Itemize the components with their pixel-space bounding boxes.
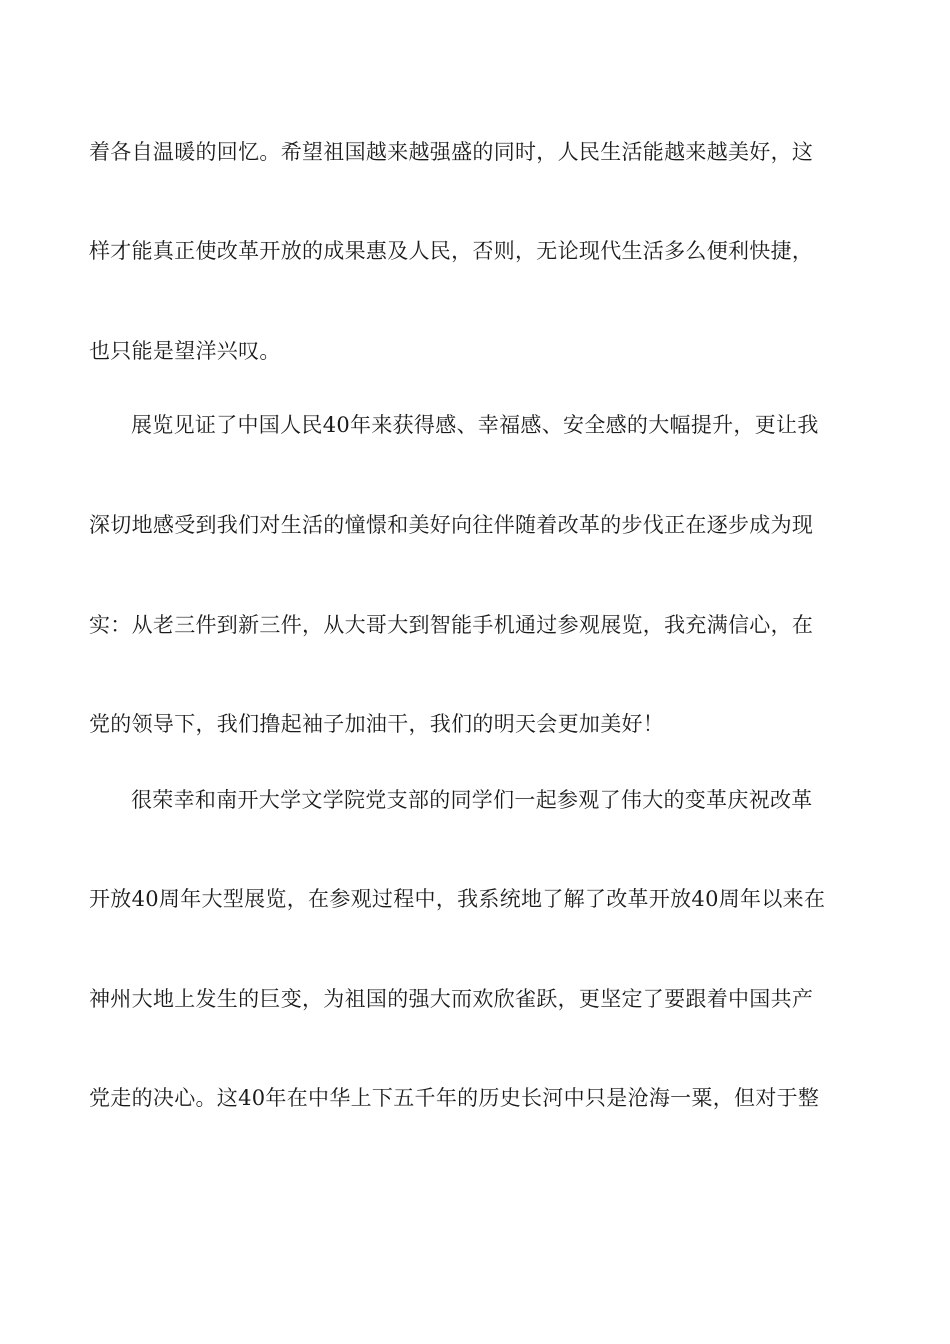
text-line: 开放40周年大型展览，在参观过程中，我系统地了解了改革开放40周年以来在	[89, 887, 826, 911]
text-line: 深切地感受到我们对生活的憧憬和美好向往伴随着改革的步伐正在逐步成为现	[89, 513, 814, 537]
text-line: 也只能是望洋兴叹。	[89, 339, 281, 363]
text-line: 实：从老三件到新三件，从大哥大到智能手机通过参观展览，我充满信心，在	[89, 613, 814, 637]
text-line: 着各自温暖的回忆。希望祖国越来越强盛的同时，人民生活能越来越美好，这	[89, 140, 814, 164]
paragraph-first-line: 展览见证了中国人民40年来获得感、幸福感、安全感的大幅提升，更让我	[131, 413, 819, 437]
text-line: 党走的决心。这40年在中华上下五千年的历史长河中只是沧海一粟，但对于整	[89, 1086, 820, 1110]
text-line: 党的领导下，我们撸起袖子加油干，我们的明天会更加美好！	[89, 712, 665, 736]
text-line: 样才能真正使改革开放的成果惠及人民，否则，无论现代生活多么便利快捷，	[89, 239, 814, 263]
paragraph-first-line: 很荣幸和南开大学文学院党支部的同学们一起参观了伟大的变革庆祝改革	[131, 788, 813, 812]
text-line: 神州大地上发生的巨变，为祖国的强大而欢欣雀跃，更坚定了要跟着中国共产	[89, 987, 814, 1011]
